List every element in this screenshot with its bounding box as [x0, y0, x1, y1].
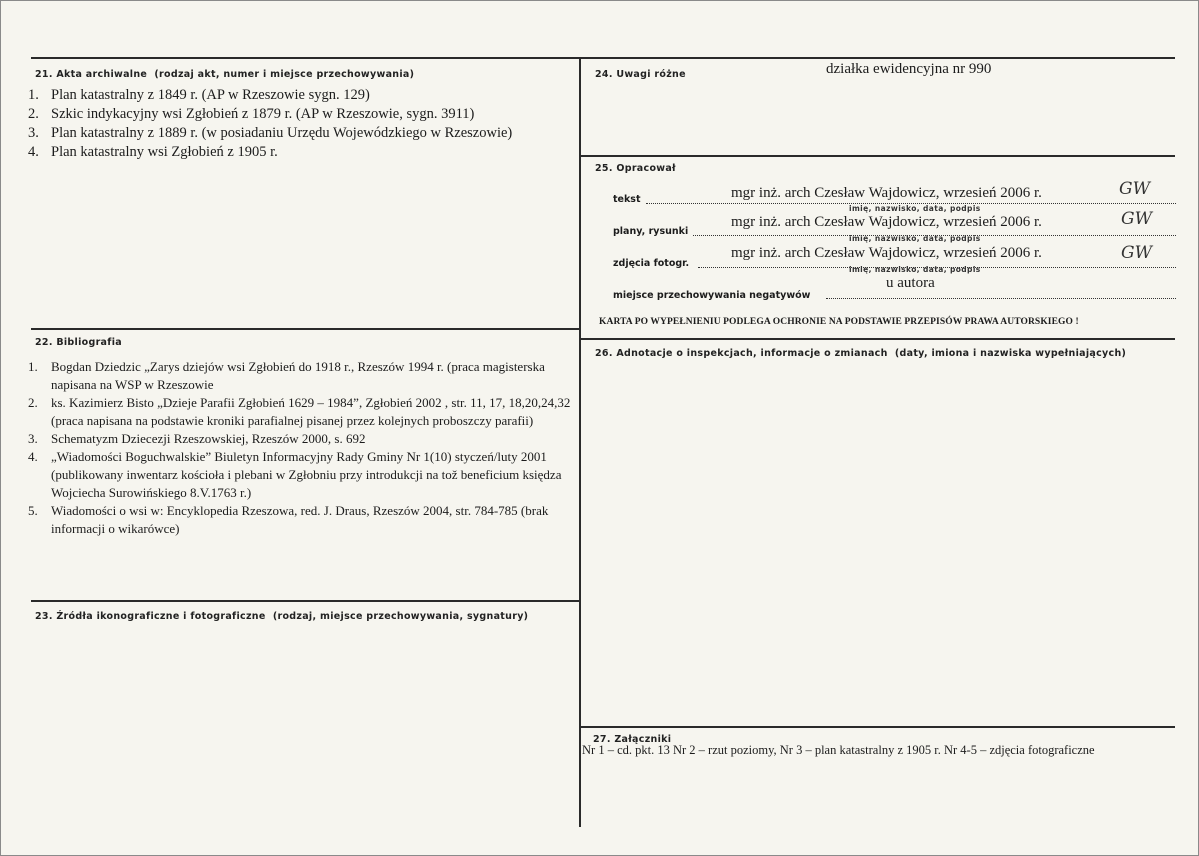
list-item — [28, 448, 573, 502]
author-drawings-value: mgr inż. arch Czesław Wajdowicz, wrzesień 2006 r. — [731, 214, 1042, 230]
copyright-notice: KARTA PO WYPEŁNIENIU PODLEGA OCHRONIE NA PODSTAWIE PRZEPISÓW PRAWA AUTORSKIEGO ! — [599, 317, 1079, 327]
item-text: Plan katastralny z 1849 r. (AP w Rzeszowie sygn. 129) — [51, 87, 370, 103]
negatives-value: u autora — [886, 275, 935, 291]
item-text: Szkic indykacyjny wsi Zgłobień z 1879 r. (AP w Rzeszowie, sygn. 3911) — [51, 106, 475, 122]
item-number: 4. — [28, 144, 39, 160]
top-rule — [31, 57, 1175, 59]
signature-photos: GW — [1121, 243, 1153, 263]
item-text: Wiadomości o wsi w: Encyklopedia Rzeszowa, red. J. Draus, Rzeszów 2004, str. 784-785 (brak informacji o wikarówce) — [51, 503, 549, 536]
item-number: 5. — [28, 503, 38, 518]
item-number: 2. — [28, 395, 38, 410]
row-label-text: tekst — [613, 194, 641, 205]
section-24-header: 24. Uwagi różne — [595, 69, 686, 80]
section-23-subtitle: (rodzaj, miejsce przechowywania, sygnatury) — [272, 611, 529, 622]
list-item — [28, 124, 548, 143]
item-text: Plan katastralny z 1889 r. (w posiadaniu Urzędu Wojewódzkiego w Rzeszowie) — [51, 125, 513, 141]
item-number: 4. — [28, 449, 38, 464]
item-number: 1. — [28, 87, 39, 103]
row-caption: imię, nazwisko, data, podpis — [849, 234, 981, 243]
section-21-title: 21. Akta archiwalne — [35, 69, 148, 80]
section-26-header — [595, 348, 1126, 359]
section-26-title: 26. Adnotacje o inspekcjach, informacje o zmianach — [595, 348, 888, 359]
section-23-header — [35, 611, 528, 622]
section-21-header — [35, 69, 414, 80]
item-text: Schematyzm Dziecezji Rzeszowskiej, Rzeszów 2000, s. 692 — [51, 431, 366, 446]
center-divider — [579, 57, 581, 827]
author-text-value: mgr inż. arch Czesław Wajdowicz, wrzesień 2006 r. — [731, 185, 1042, 201]
left-rule-21-22 — [31, 328, 579, 330]
item-number: 3. — [28, 431, 38, 446]
attachments-text: Nr 1 – cd. pkt. 13 Nr 2 – rzut poziomy, Nr 3 – plan katastralny z 1905 r. Nr 4-5 – zdjęcia fotograficzne — [582, 743, 1095, 757]
section-27-header: 27. Załączniki — [593, 734, 672, 745]
archival-records-list — [28, 86, 548, 162]
row-label-photos: zdjęcia fotogr. — [613, 258, 690, 269]
item-number: 1. — [28, 359, 38, 374]
row-caption: imię, nazwisko, data, podpis — [849, 204, 981, 213]
item-number: 2. — [28, 106, 39, 122]
right-rule-26-27 — [579, 726, 1175, 728]
list-item — [28, 358, 573, 394]
author-photos-value: mgr inż. arch Czesław Wajdowicz, wrzesień 2006 r. — [731, 245, 1042, 261]
remarks-value: działka ewidencyjna nr 990 — [826, 61, 992, 77]
dotted-line — [826, 298, 1176, 299]
bibliography-list — [28, 358, 573, 538]
list-item — [28, 430, 573, 448]
section-21-subtitle: (rodzaj akt, numer i miejsce przechowywania) — [154, 69, 415, 80]
row-label-negatives: miejsce przechowywania negatywów — [613, 290, 811, 301]
list-item — [28, 105, 548, 124]
item-text: „Wiadomości Boguchwalskie” Biuletyn Informacyjny Rady Gminy Nr 1(10) styczeń/luty 2001 (publikowany inwentarz kościoła i plebani w Zgłobniu przy introdukcji na tož beneficium księdza Wojciecha Surowińskiego 8.V.1763 r.) — [51, 449, 562, 500]
section-22-header: 22. Bibliografia — [35, 337, 122, 348]
signature-text: GW — [1119, 179, 1151, 199]
right-rule-25-26 — [579, 338, 1175, 340]
row-caption: imię, nazwisko, data, podpis — [849, 265, 981, 274]
signature-drawings: GW — [1121, 209, 1153, 229]
left-rule-22-23 — [31, 600, 579, 602]
item-text: ks. Kazimierz Bisto „Dzieje Parafii Zgłobień 1629 – 1984”, Zgłobień 2002 , str. 11, 17, 18,20,24,32 (praca napisana na podstawie kroniki parafialnej pisanej przez kolejnych proboszczy parafii) — [51, 395, 571, 428]
item-text: Plan katastralny wsi Zgłobień z 1905 r. — [51, 144, 278, 160]
right-rule-24-25 — [579, 155, 1175, 157]
list-item — [28, 502, 573, 538]
section-23-title: 23. Źródła ikonograficzne i fotograficzne — [35, 611, 266, 622]
section-26-subtitle: (daty, imiona i nazwiska wypełniających) — [894, 348, 1127, 359]
list-item — [28, 86, 548, 105]
item-text: Bogdan Dziedzic „Zarys dziejów wsi Zgłobień do 1918 r., Rzeszów 1994 r. (praca magisterska napisana na WSP w Rzeszowie — [51, 359, 545, 392]
list-item — [28, 143, 548, 162]
section-25-header: 25. Opracował — [595, 163, 676, 174]
row-label-drawings: plany, rysunki — [613, 226, 689, 237]
list-item — [28, 394, 573, 430]
item-number: 3. — [28, 125, 39, 141]
